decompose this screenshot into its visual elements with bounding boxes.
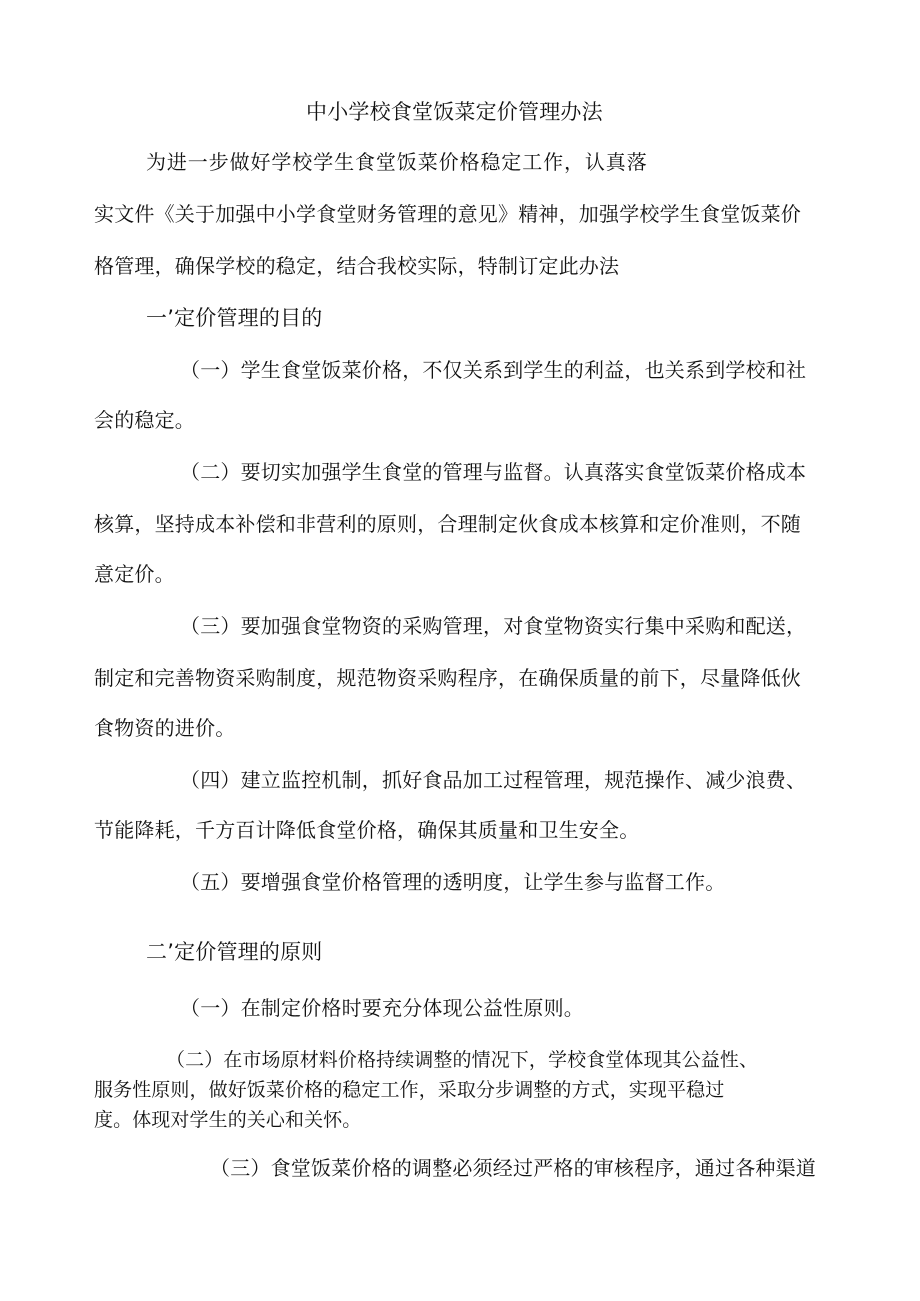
section-2-item-2-line-3: 度。体现对学生的关心和关怀。 xyxy=(94,1109,362,1131)
intro-line-3: 格管理，确保学校的稳定，结合我校实际，特制订定此办法 xyxy=(94,254,620,278)
section-2-item-2-line-2: 服务性原则，做好饭菜价格的稳定工作，采取分步调整的方式，实现平稳过 xyxy=(94,1079,725,1101)
section-2-item-3-line-1: （三）食堂饭菜价格的调整必须经过严格的审核程序，通过各种渠道 xyxy=(210,1156,816,1180)
section-1-item-3-line-1: （三）要加强食堂物资的采购管理，对食堂物资实行集中采购和配送， xyxy=(180,614,807,638)
section-1-item-2-line-1: （二）要切实加强学生食堂的管理与监督。认真落实食堂饭菜价格成本 xyxy=(180,460,807,484)
section-2-item-2-line-1: （二）在市场原材料价格持续调整的情况下，学校食堂体现其公益性、 xyxy=(166,1049,759,1071)
section-1-item-1-line-1: （一）学生食堂饭菜价格，不仅关系到学生的利益，也关系到学校和社 xyxy=(180,358,807,382)
section-2-heading: 二’定价管理的原则 xyxy=(146,940,323,964)
section-1-item-3-line-3: 食物资的进价。 xyxy=(94,716,236,740)
section-2-item-1-line-1: （一）在制定价格时要充分体现公益性原则。 xyxy=(180,996,584,1020)
intro-line-2: 实文件《关于加强中小学食堂财务管理的意见》精神，加强学校学生食堂饭菜价 xyxy=(94,202,801,226)
section-1-item-2-line-2: 核算，坚持成本补偿和非营利的原则，合理制定伙食成本核算和定价准则，不随 xyxy=(94,512,801,536)
section-1-item-1-line-2: 会的稳定。 xyxy=(94,408,195,432)
section-1-heading: 一’定价管理的目的 xyxy=(146,306,323,330)
section-1-item-2-line-3: 意定价。 xyxy=(94,562,175,586)
section-1-item-4-line-1: （四）建立监控机制，抓好食品加工过程管理，规范操作、减少浪费、 xyxy=(180,768,807,792)
section-1-item-3-line-2: 制定和完善物资采购制度，规范物资采购程序，在确保质量的前下，尽量降低伙 xyxy=(94,666,801,690)
intro-line-1: 为进一步做好学校学生食堂饭菜价格稳定工作，认真落 xyxy=(146,150,648,174)
section-1-item-4-line-2: 节能降耗，千方百计降低食堂价格，确保其质量和卫生安全。 xyxy=(94,818,640,842)
section-1-item-5-line-1: （五）要增强食堂价格管理的透明度，让学生参与监督工作。 xyxy=(180,870,726,894)
document-title: 中小学校食堂饭菜定价管理办法 xyxy=(306,100,603,124)
